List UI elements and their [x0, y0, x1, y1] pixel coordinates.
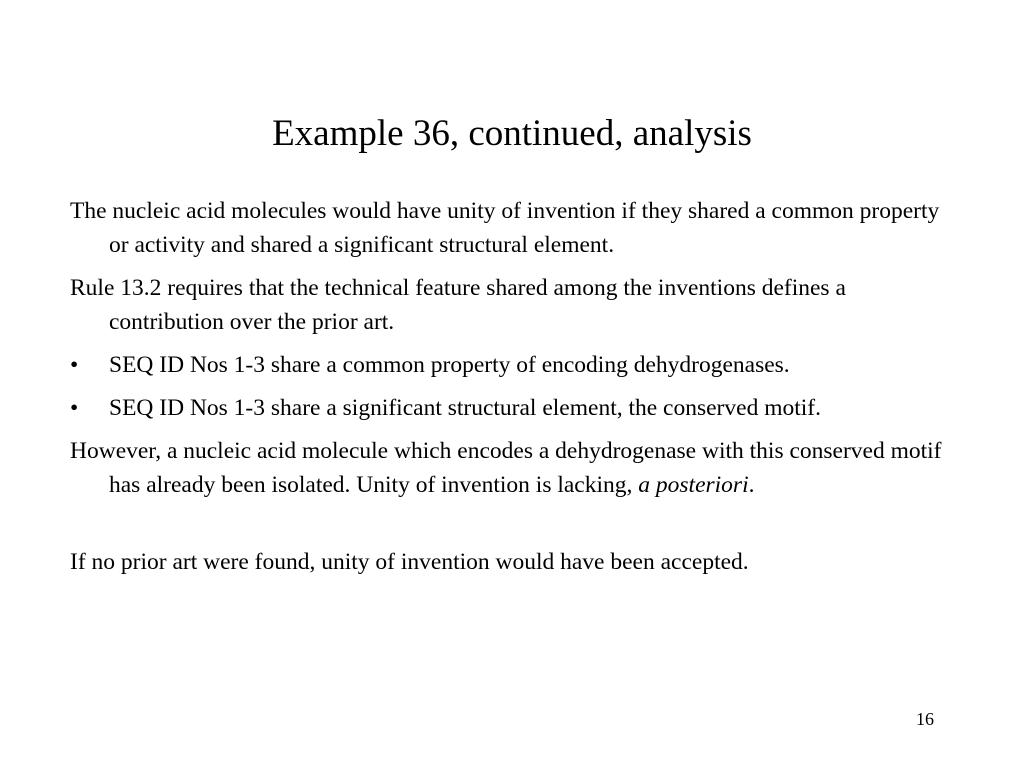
bullet-text: SEQ ID Nos 1-3 share a significant structural element, the conserved motif.: [109, 395, 821, 421]
bullet-item-common-property: [70, 348, 950, 382]
a-posteriori-italic: a posteriori: [638, 472, 749, 498]
slide-body: [70, 194, 950, 588]
however-text: However, a nucleic acid molecule which encodes a dehydrogenase with this conserved motif has already been isolated. Unity of invention is lacking,: [70, 438, 942, 498]
page-number: 16: [916, 709, 934, 729]
paragraph-spacer: [70, 511, 950, 545]
bullet-text: SEQ ID Nos 1-3 share a common property of encoding dehydrogenases.: [109, 352, 790, 378]
paragraph-rule-13-2: Rule 13.2 requires that the technical feature shared among the inventions defines a contribution over the prior art.: [70, 275, 846, 335]
paragraph-unity-condition: The nucleic acid molecules would have unity of invention if they shared a common property or activity and shared a significant structural element.: [70, 198, 940, 258]
bullet-item-structural-element: [70, 391, 950, 425]
slide-title: Example 36, continued, analysis: [272, 113, 752, 154]
bullet-icon: •: [70, 395, 79, 421]
however-end: .: [748, 472, 755, 498]
paragraph-however: [70, 434, 950, 502]
paragraph-no-prior-art: If no prior art were found, unity of invention would have been accepted.: [70, 549, 749, 575]
bullet-icon: •: [70, 352, 79, 378]
